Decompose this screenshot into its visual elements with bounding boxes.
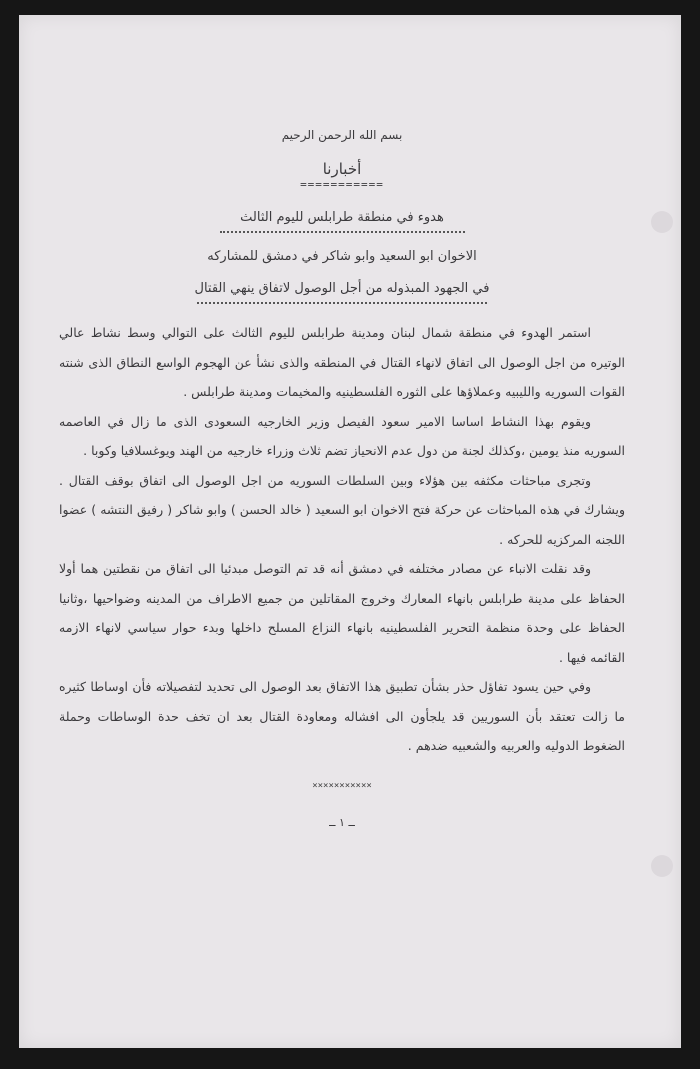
document-title: أخبارنا: [322, 160, 362, 178]
article-body: [59, 318, 625, 761]
heading-1: هدوء في منطقة طرابلس لليوم الثالث: [240, 210, 444, 225]
heading-1-underline: [220, 229, 465, 233]
page-number: ــ ١ ــ: [329, 815, 355, 829]
paragraph-1: استمر الهدوء في منطقة شمال لبنان ومدينة طرابلس لليوم الثالث على التوالي وسط نشاط عالي الوتيره من اجل الوصول الى اتفاق لانهاء القتال في المنطقه والذى نشأ عن الهجوم الواسع النطاق الذى شنته القوات السوريه والليبيه وعملاؤها على الثوره الفلسطينيه والمخيمات ومدينة طرابلس .: [59, 325, 625, 399]
paragraph-3: وتجرى مباحثات مكثفه بين هؤلاء وبين السلطات السوريه من اجل الوصول الى اتفاق بوقف القتال . ويشارك في هذه المباحثات عن حركة فتح الاخوان ابو السعيد ( خالد الحسن ) وابو شاكر ( رفيق النتشه ) عضوا اللجنه المركزيه للحركه .: [59, 472, 625, 547]
paragraph-4: وقد نقلت الانباء عن مصادر مختلفه في دمشق أنه قد تم التوصل مبدئيا الى اتفاق من نقطتين هما أولا الحفاظ على مدينة طرابلس بانهاء المعارك وخروج المقاتلين من جميع الاطراف من المدينه وضواحيها ،وثانيا الحفاظ على وحدة منظمة التحرير الفلسطينيه بانهاء النزاع المسلح داخلها وبدء حوار سياسي لانهاء الازمه القائمه فيها .: [59, 561, 625, 665]
heading-3-underline: [197, 300, 487, 304]
document-content: [59, 125, 625, 831]
punch-hole-bottom: [651, 855, 673, 877]
paragraph-5: وفي حين يسود تفاؤل حذر بشأن تطبيق هذا الاتفاق بعد الوصول الى تحديد لتفصيلاته فأن اوساطا كثيره ما زالت تعتقد بأن السوريين قد يلجأون الى افشاله ومعاودة القتال بعد ان تخف حدة الوساطات وحملة الضغوط الدوليه والعربيه والشعبيه ضدهم .: [59, 679, 625, 753]
heading-3: في الجهود المبذوله من أجل الوصول لاتفاق ينهي القتال: [194, 281, 490, 296]
punch-hole-top: [651, 211, 673, 233]
separator: ×××××××××××: [312, 780, 372, 791]
title-rule: ===========: [300, 178, 384, 191]
document-page: [19, 15, 681, 1048]
paragraph-2: ويقوم بهذا النشاط اساسا الامير سعود الفيصل وزير الخارجيه السعودى الذى ما زال في العاصمه السوريه منذ يومين ،وكذلك لجنة من دول عدم الانحياز تضم ثلاث وزراء خارجيه من الهند ويوغسلافيا وكوبا .: [59, 413, 625, 458]
basmala: بسم الله الرحمن الرحيم: [281, 128, 403, 142]
heading-2: الاخوان ابو السعيد وابو شاكر في دمشق للمشاركه: [207, 249, 477, 264]
